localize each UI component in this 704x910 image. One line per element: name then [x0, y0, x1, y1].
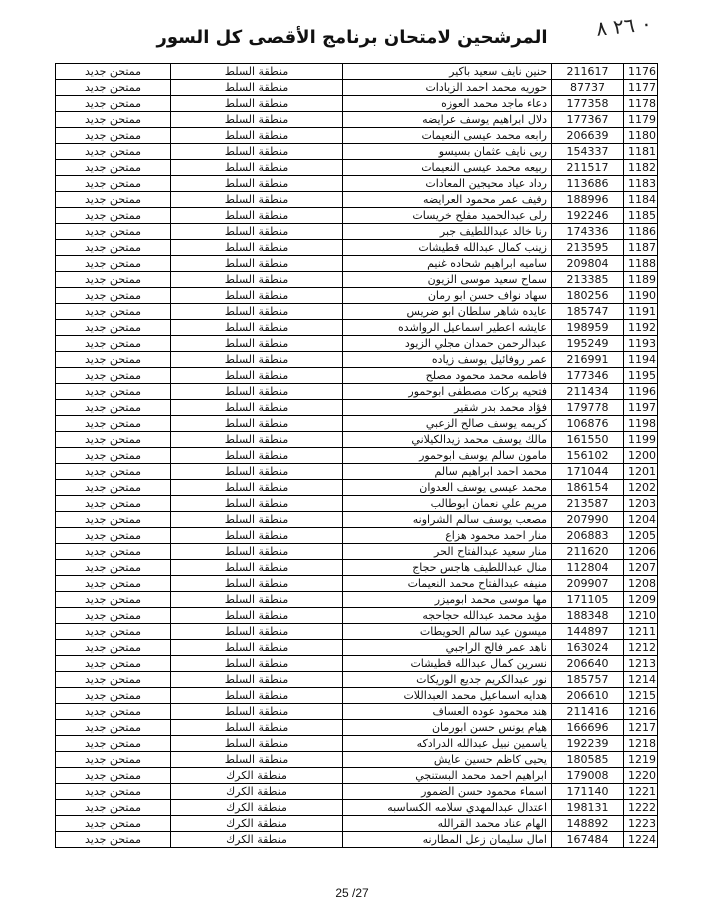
number-cell: 1220 — [624, 768, 658, 784]
region-cell: منطقة السلط — [171, 624, 343, 640]
name-cell: منيفه عبدالفتاح محمد النعيمات — [343, 576, 552, 592]
number-cell: 1221 — [624, 784, 658, 800]
status-cell: ممتحن جديد — [56, 64, 171, 80]
table-row — [56, 720, 658, 736]
name-cell: مريم علي نعمان ابوطالب — [343, 496, 552, 512]
id-cell: 211517 — [552, 160, 624, 176]
name-cell: هند محمود عوده العساف — [343, 704, 552, 720]
table-row — [56, 416, 658, 432]
table-row — [56, 224, 658, 240]
status-cell: ممتحن جديد — [56, 432, 171, 448]
table-row — [56, 784, 658, 800]
id-cell: 179008 — [552, 768, 624, 784]
name-cell: فاطمه محمد محمود مصلح — [343, 368, 552, 384]
number-cell: 1208 — [624, 576, 658, 592]
table-row — [56, 544, 658, 560]
table-row — [56, 128, 658, 144]
id-cell: 106876 — [552, 416, 624, 432]
table-row — [56, 304, 658, 320]
region-cell: منطقة السلط — [171, 576, 343, 592]
number-cell: 1207 — [624, 560, 658, 576]
table-row — [56, 560, 658, 576]
number-cell: 1214 — [624, 672, 658, 688]
status-cell: ممتحن جديد — [56, 288, 171, 304]
region-cell: منطقة السلط — [171, 672, 343, 688]
name-cell: اعتدال عبدالمهدي سلامه الكساسبه — [343, 800, 552, 816]
status-cell: ممتحن جديد — [56, 208, 171, 224]
id-cell: 171044 — [552, 464, 624, 480]
name-cell: زينب كمال عبدالله قطيشات — [343, 240, 552, 256]
region-cell: منطقة السلط — [171, 592, 343, 608]
id-cell: 206639 — [552, 128, 624, 144]
number-cell: 1219 — [624, 752, 658, 768]
region-cell: منطقة السلط — [171, 512, 343, 528]
candidates-table — [55, 63, 658, 848]
number-cell: 1218 — [624, 736, 658, 752]
number-cell: 1210 — [624, 608, 658, 624]
region-cell: منطقة السلط — [171, 752, 343, 768]
table-row — [56, 816, 658, 832]
table-body — [56, 64, 658, 848]
id-cell: 206883 — [552, 528, 624, 544]
id-cell: 206610 — [552, 688, 624, 704]
region-cell: منطقة السلط — [171, 560, 343, 576]
id-cell: 186154 — [552, 480, 624, 496]
name-cell: هيام يونس حسن ابورمان — [343, 720, 552, 736]
status-cell: ممتحن جديد — [56, 384, 171, 400]
status-cell: ممتحن جديد — [56, 768, 171, 784]
table-row — [56, 640, 658, 656]
name-cell: رفيف عمر محمود العرايضه — [343, 192, 552, 208]
number-cell: 1190 — [624, 288, 658, 304]
region-cell: منطقة الكرك — [171, 800, 343, 816]
id-cell: 180256 — [552, 288, 624, 304]
region-cell: منطقة السلط — [171, 464, 343, 480]
name-cell: سهاد نواف حسن ابو رمان — [343, 288, 552, 304]
name-cell: رلى عبدالحميد مفلح خريسات — [343, 208, 552, 224]
status-cell: ممتحن جديد — [56, 320, 171, 336]
table-row — [56, 176, 658, 192]
region-cell: منطقة السلط — [171, 496, 343, 512]
id-cell: 185757 — [552, 672, 624, 688]
name-cell: سماح سعيد موسى الزيون — [343, 272, 552, 288]
name-cell: كريمه يوسف صالح الزعبي — [343, 416, 552, 432]
region-cell: منطقة السلط — [171, 384, 343, 400]
id-cell: 198131 — [552, 800, 624, 816]
number-cell: 1195 — [624, 368, 658, 384]
status-cell: ممتحن جديد — [56, 96, 171, 112]
name-cell: مؤيد محمد عبدالله حجاحجه — [343, 608, 552, 624]
status-cell: ممتحن جديد — [56, 512, 171, 528]
status-cell: ممتحن جديد — [56, 336, 171, 352]
id-cell: 195249 — [552, 336, 624, 352]
status-cell: ممتحن جديد — [56, 784, 171, 800]
table-row — [56, 288, 658, 304]
status-cell: ممتحن جديد — [56, 448, 171, 464]
name-cell: حنين نايف سعيد باكير — [343, 64, 552, 80]
id-cell: 206640 — [552, 656, 624, 672]
status-cell: ممتحن جديد — [56, 256, 171, 272]
table-row — [56, 320, 658, 336]
page-title: المرشحين لامتحان برنامج الأقصى كل السور — [156, 27, 548, 48]
table-row — [56, 464, 658, 480]
name-cell: عمر روفائيل يوسف زياده — [343, 352, 552, 368]
number-cell: 1186 — [624, 224, 658, 240]
status-cell: ممتحن جديد — [56, 352, 171, 368]
table-row — [56, 656, 658, 672]
table-row — [56, 336, 658, 352]
id-cell: 192246 — [552, 208, 624, 224]
name-cell: الهام عناد محمد القرالله — [343, 816, 552, 832]
number-cell: 1203 — [624, 496, 658, 512]
number-cell: 1197 — [624, 400, 658, 416]
table-row — [56, 80, 658, 96]
table-row — [56, 208, 658, 224]
table-row — [56, 832, 658, 848]
table-row — [56, 576, 658, 592]
id-cell: 185747 — [552, 304, 624, 320]
region-cell: منطقة السلط — [171, 736, 343, 752]
region-cell: منطقة السلط — [171, 352, 343, 368]
name-cell: رداد عياد محيجين المعادات — [343, 176, 552, 192]
number-cell: 1183 — [624, 176, 658, 192]
id-cell: 144897 — [552, 624, 624, 640]
region-cell: منطقة الكرك — [171, 816, 343, 832]
id-cell: 179778 — [552, 400, 624, 416]
handwritten-mark: ٠ ٢٦ ٨ — [595, 11, 654, 41]
name-cell: منار احمد محمود هزاع — [343, 528, 552, 544]
id-cell: 211434 — [552, 384, 624, 400]
name-cell: نور عبدالكريم جديع الوريكات — [343, 672, 552, 688]
table-row — [56, 256, 658, 272]
page-number: 25 /27 — [335, 886, 369, 900]
table-row — [56, 160, 658, 176]
id-cell: 209804 — [552, 256, 624, 272]
status-cell: ممتحن جديد — [56, 128, 171, 144]
table-row — [56, 528, 658, 544]
region-cell: منطقة السلط — [171, 112, 343, 128]
region-cell: منطقة السلط — [171, 608, 343, 624]
number-cell: 1189 — [624, 272, 658, 288]
number-cell: 1222 — [624, 800, 658, 816]
id-cell: 174336 — [552, 224, 624, 240]
table-row — [56, 624, 658, 640]
status-cell: ممتحن جديد — [56, 80, 171, 96]
region-cell: منطقة السلط — [171, 304, 343, 320]
status-cell: ممتحن جديد — [56, 240, 171, 256]
region-cell: منطقة السلط — [171, 528, 343, 544]
region-cell: منطقة السلط — [171, 368, 343, 384]
number-cell: 1213 — [624, 656, 658, 672]
status-cell: ممتحن جديد — [56, 736, 171, 752]
table-row — [56, 608, 658, 624]
name-cell: ابراهيم احمد محمد البستنجي — [343, 768, 552, 784]
name-cell: مصعب يوسف سالم الشراونه — [343, 512, 552, 528]
number-cell: 1202 — [624, 480, 658, 496]
id-cell: 188348 — [552, 608, 624, 624]
number-cell: 1201 — [624, 464, 658, 480]
id-cell: 192239 — [552, 736, 624, 752]
region-cell: منطقة الكرك — [171, 832, 343, 848]
table-row — [56, 432, 658, 448]
status-cell: ممتحن جديد — [56, 528, 171, 544]
name-cell: فتحيه بركات مصطفى ابوحمور — [343, 384, 552, 400]
number-cell: 1187 — [624, 240, 658, 256]
name-cell: عايده شاهر سلطان ابو ضريس — [343, 304, 552, 320]
table-row — [56, 800, 658, 816]
region-cell: منطقة السلط — [171, 128, 343, 144]
name-cell: ربيعه محمد عيسى النعيمات — [343, 160, 552, 176]
table-row — [56, 400, 658, 416]
name-cell: منار سعيد عبدالفتاح الحر — [343, 544, 552, 560]
number-cell: 1198 — [624, 416, 658, 432]
name-cell: عبدالرحمن حمدان مجلي الزيود — [343, 336, 552, 352]
name-cell: نسرين كمال عبدالله قطيشات — [343, 656, 552, 672]
number-cell: 1205 — [624, 528, 658, 544]
id-cell: 113686 — [552, 176, 624, 192]
table-row — [56, 480, 658, 496]
name-cell: ميسون عيد سالم الحويطات — [343, 624, 552, 640]
status-cell: ممتحن جديد — [56, 608, 171, 624]
name-cell: امال سليمان زعل المطارنه — [343, 832, 552, 848]
status-cell: ممتحن جديد — [56, 800, 171, 816]
table-row — [56, 384, 658, 400]
number-cell: 1206 — [624, 544, 658, 560]
id-cell: 166696 — [552, 720, 624, 736]
name-cell: منال عبداللطيف هاجس حجاج — [343, 560, 552, 576]
number-cell: 1224 — [624, 832, 658, 848]
region-cell: منطقة السلط — [171, 64, 343, 80]
name-cell: مامون سالم يوسف ابوحمور — [343, 448, 552, 464]
table-row — [56, 192, 658, 208]
name-cell: يحيى كاظم حسين عايش — [343, 752, 552, 768]
name-cell: ساميه ابراهيم شحاده غنيم — [343, 256, 552, 272]
id-cell: 188996 — [552, 192, 624, 208]
region-cell: منطقة السلط — [171, 96, 343, 112]
number-cell: 1216 — [624, 704, 658, 720]
region-cell: منطقة السلط — [171, 720, 343, 736]
region-cell: منطقة السلط — [171, 160, 343, 176]
id-cell: 198959 — [552, 320, 624, 336]
status-cell: ممتحن جديد — [56, 544, 171, 560]
id-cell: 171140 — [552, 784, 624, 800]
region-cell: منطقة السلط — [171, 176, 343, 192]
number-cell: 1178 — [624, 96, 658, 112]
id-cell: 180585 — [552, 752, 624, 768]
region-cell: منطقة السلط — [171, 208, 343, 224]
status-cell: ممتحن جديد — [56, 496, 171, 512]
region-cell: منطقة السلط — [171, 224, 343, 240]
region-cell: منطقة السلط — [171, 80, 343, 96]
number-cell: 1204 — [624, 512, 658, 528]
table-row — [56, 144, 658, 160]
region-cell: منطقة السلط — [171, 192, 343, 208]
id-cell: 87737 — [552, 80, 624, 96]
status-cell: ممتحن جديد — [56, 144, 171, 160]
number-cell: 1209 — [624, 592, 658, 608]
table-row — [56, 64, 658, 80]
table-row — [56, 352, 658, 368]
region-cell: منطقة السلط — [171, 688, 343, 704]
number-cell: 1177 — [624, 80, 658, 96]
region-cell: منطقة السلط — [171, 144, 343, 160]
number-cell: 1217 — [624, 720, 658, 736]
number-cell: 1193 — [624, 336, 658, 352]
id-cell: 207990 — [552, 512, 624, 528]
id-cell: 148892 — [552, 816, 624, 832]
status-cell: ممتحن جديد — [56, 160, 171, 176]
status-cell: ممتحن جديد — [56, 368, 171, 384]
id-cell: 211416 — [552, 704, 624, 720]
name-cell: حوريه محمد احمد الزبادات — [343, 80, 552, 96]
id-cell: 213385 — [552, 272, 624, 288]
number-cell: 1181 — [624, 144, 658, 160]
name-cell: رنا خالد عبداللطيف جبر — [343, 224, 552, 240]
status-cell: ممتحن جديد — [56, 640, 171, 656]
status-cell: ممتحن جديد — [56, 560, 171, 576]
number-cell: 1200 — [624, 448, 658, 464]
id-cell: 177358 — [552, 96, 624, 112]
id-cell: 211617 — [552, 64, 624, 80]
table-row — [56, 592, 658, 608]
name-cell: ناهد عمر فالح الراجبي — [343, 640, 552, 656]
region-cell: منطقة السلط — [171, 640, 343, 656]
id-cell: 177346 — [552, 368, 624, 384]
table-row — [56, 688, 658, 704]
region-cell: منطقة السلط — [171, 448, 343, 464]
table-row — [56, 448, 658, 464]
id-cell: 167484 — [552, 832, 624, 848]
number-cell: 1179 — [624, 112, 658, 128]
table-row — [56, 496, 658, 512]
status-cell: ممتحن جديد — [56, 176, 171, 192]
status-cell: ممتحن جديد — [56, 480, 171, 496]
number-cell: 1215 — [624, 688, 658, 704]
status-cell: ممتحن جديد — [56, 112, 171, 128]
number-cell: 1212 — [624, 640, 658, 656]
table-row — [56, 96, 658, 112]
id-cell: 112804 — [552, 560, 624, 576]
status-cell: ممتحن جديد — [56, 224, 171, 240]
name-cell: مها موسى محمد ابوميزر — [343, 592, 552, 608]
id-cell: 154337 — [552, 144, 624, 160]
id-cell: 213595 — [552, 240, 624, 256]
status-cell: ممتحن جديد — [56, 192, 171, 208]
status-cell: ممتحن جديد — [56, 400, 171, 416]
name-cell: دلال ابراهيم يوسف عرايضه — [343, 112, 552, 128]
name-cell: محمد عيسى يوسف العدوان — [343, 480, 552, 496]
table-row — [56, 512, 658, 528]
name-cell: عايشه اعطير اسماعيل الرواشده — [343, 320, 552, 336]
region-cell: منطقة السلط — [171, 704, 343, 720]
region-cell: منطقة السلط — [171, 288, 343, 304]
region-cell: منطقة السلط — [171, 272, 343, 288]
region-cell: منطقة السلط — [171, 256, 343, 272]
number-cell: 1182 — [624, 160, 658, 176]
status-cell: ممتحن جديد — [56, 576, 171, 592]
region-cell: منطقة السلط — [171, 240, 343, 256]
table-row — [56, 112, 658, 128]
number-cell: 1184 — [624, 192, 658, 208]
region-cell: منطقة السلط — [171, 336, 343, 352]
id-cell: 177367 — [552, 112, 624, 128]
status-cell: ممتحن جديد — [56, 656, 171, 672]
number-cell: 1191 — [624, 304, 658, 320]
status-cell: ممتحن جديد — [56, 832, 171, 848]
region-cell: منطقة السلط — [171, 480, 343, 496]
name-cell: فؤاد محمد بدر شقير — [343, 400, 552, 416]
status-cell: ممتحن جديد — [56, 272, 171, 288]
region-cell: منطقة السلط — [171, 432, 343, 448]
table-row — [56, 368, 658, 384]
id-cell: 216991 — [552, 352, 624, 368]
id-cell: 161550 — [552, 432, 624, 448]
table-row — [56, 240, 658, 256]
region-cell: منطقة السلط — [171, 400, 343, 416]
status-cell: ممتحن جديد — [56, 624, 171, 640]
number-cell: 1176 — [624, 64, 658, 80]
name-cell: هدايه اسماعيل محمد العبداللات — [343, 688, 552, 704]
number-cell: 1194 — [624, 352, 658, 368]
region-cell: منطقة الكرك — [171, 784, 343, 800]
name-cell: اسماء محمود حسن الضمور — [343, 784, 552, 800]
id-cell: 209907 — [552, 576, 624, 592]
status-cell: ممتحن جديد — [56, 672, 171, 688]
number-cell: 1223 — [624, 816, 658, 832]
status-cell: ممتحن جديد — [56, 816, 171, 832]
status-cell: ممتحن جديد — [56, 704, 171, 720]
name-cell: مالك يوسف محمد زيدالكيلاني — [343, 432, 552, 448]
id-cell: 213587 — [552, 496, 624, 512]
number-cell: 1188 — [624, 256, 658, 272]
status-cell: ممتحن جديد — [56, 592, 171, 608]
number-cell: 1199 — [624, 432, 658, 448]
region-cell: منطقة السلط — [171, 656, 343, 672]
table-row — [56, 752, 658, 768]
status-cell: ممتحن جديد — [56, 752, 171, 768]
table-row — [56, 768, 658, 784]
name-cell: رابعه محمد عيسى النعيمات — [343, 128, 552, 144]
table-row — [56, 272, 658, 288]
status-cell: ممتحن جديد — [56, 304, 171, 320]
region-cell: منطقة الكرك — [171, 768, 343, 784]
name-cell: ياسمين نبيل عبدالله الدرادكه — [343, 736, 552, 752]
id-cell: 156102 — [552, 448, 624, 464]
status-cell: ممتحن جديد — [56, 416, 171, 432]
table-row — [56, 704, 658, 720]
region-cell: منطقة السلط — [171, 416, 343, 432]
region-cell: منطقة السلط — [171, 544, 343, 560]
table-row — [56, 672, 658, 688]
name-cell: دعاء ماجد محمد العوزه — [343, 96, 552, 112]
name-cell: ربى نايف عثمان بسيسو — [343, 144, 552, 160]
id-cell: 171105 — [552, 592, 624, 608]
table-row — [56, 736, 658, 752]
number-cell: 1196 — [624, 384, 658, 400]
number-cell: 1211 — [624, 624, 658, 640]
number-cell: 1192 — [624, 320, 658, 336]
id-cell: 163024 — [552, 640, 624, 656]
id-cell: 211620 — [552, 544, 624, 560]
status-cell: ممتحن جديد — [56, 464, 171, 480]
status-cell: ممتحن جديد — [56, 688, 171, 704]
status-cell: ممتحن جديد — [56, 720, 171, 736]
number-cell: 1180 — [624, 128, 658, 144]
number-cell: 1185 — [624, 208, 658, 224]
region-cell: منطقة السلط — [171, 320, 343, 336]
name-cell: محمد احمد ابراهيم سالم — [343, 464, 552, 480]
